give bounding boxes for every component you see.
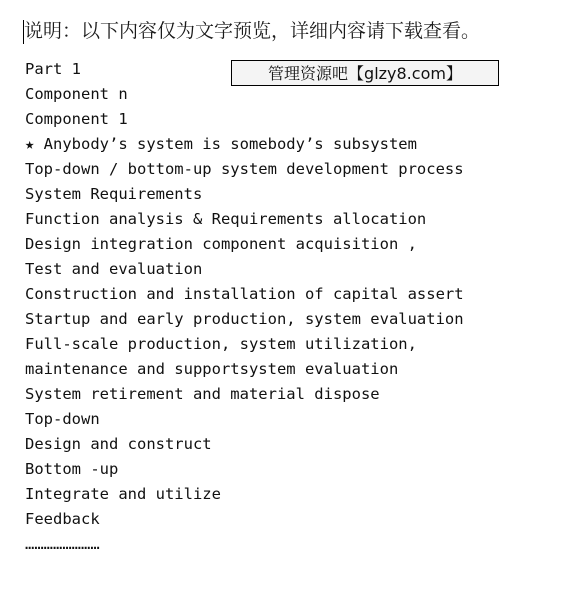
text-line: System Requirements: [25, 185, 203, 203]
text-line: Bottom -up: [25, 460, 119, 478]
document-body: [25, 57, 464, 557]
text-line: Full-scale production, system utilization,: [25, 335, 417, 353]
text-line: Component n: [25, 85, 128, 103]
text-line: Component 1: [25, 110, 128, 128]
source-banner: 管理资源吧【glzy8.com】: [231, 60, 499, 86]
text-line: maintenance and supportsystem evaluation: [25, 360, 399, 378]
text-line: Part 1: [25, 60, 81, 78]
text-line: ★ Anybody’s system is somebody’s subsystem: [25, 135, 417, 153]
text-line: Design and construct: [25, 435, 212, 453]
text-line: Test and evaluation: [25, 260, 203, 278]
text-line: Top-down: [25, 410, 100, 428]
text-line: Function analysis & Requirements allocation: [25, 210, 427, 228]
text-line: System retirement and material dispose: [25, 385, 380, 403]
text-line: ……………………: [25, 535, 100, 553]
text-line: Feedback: [25, 510, 100, 528]
text-line: Design integration component acquisition ,: [25, 235, 417, 253]
text-line: Startup and early production, system evaluation: [25, 310, 464, 328]
text-line: Integrate and utilize: [25, 485, 221, 503]
text-line: Construction and installation of capital assert: [25, 285, 464, 303]
text-line: Top-down / bottom-up system development process: [25, 160, 464, 178]
preview-notice: 说明：以下内容仅为文字预览，详细内容请下载查看。: [24, 20, 481, 42]
